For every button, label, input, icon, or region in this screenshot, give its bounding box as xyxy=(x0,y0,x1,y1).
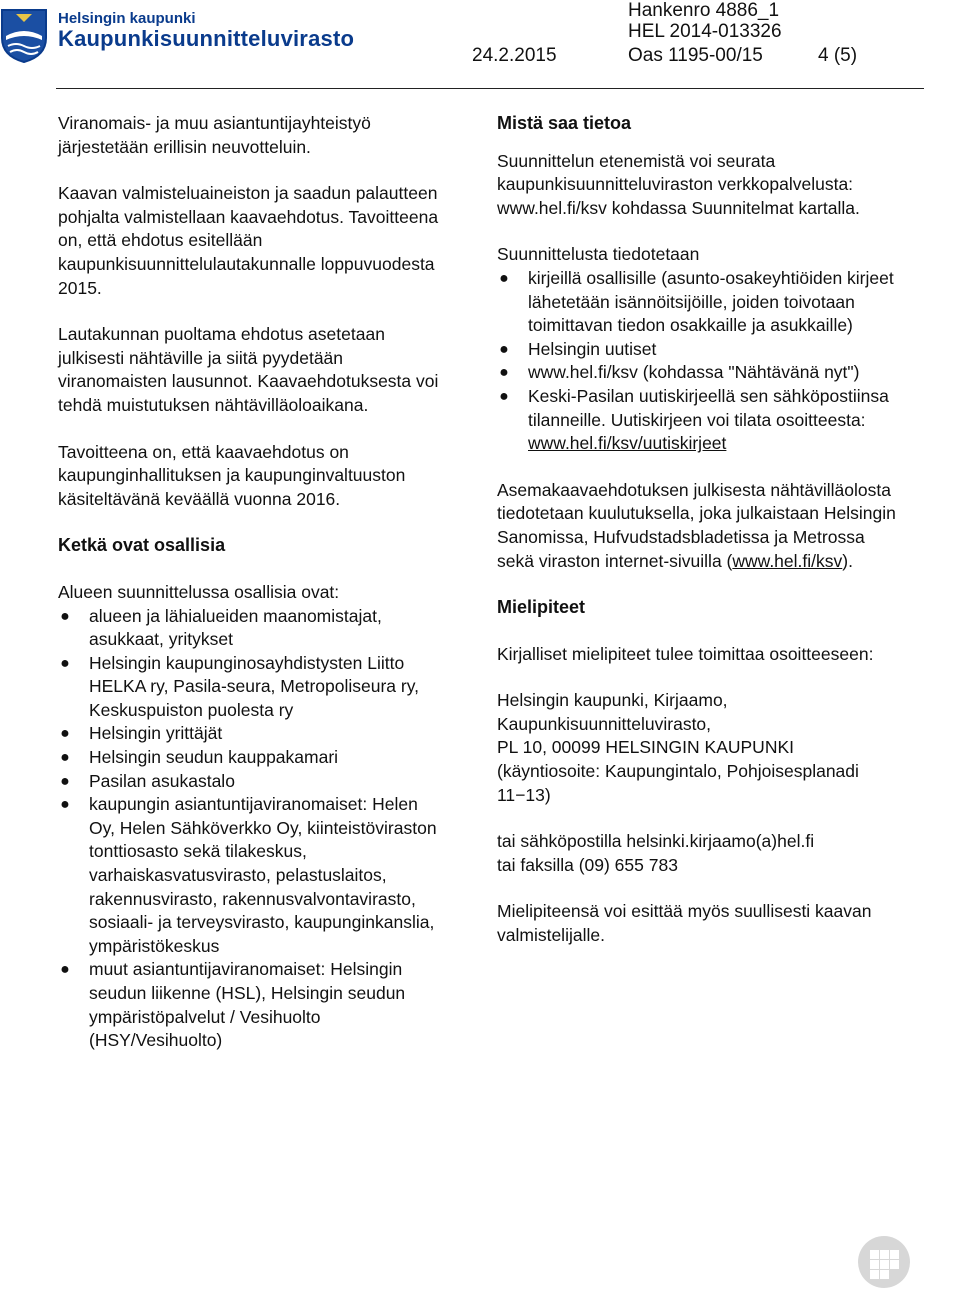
bullet-icon: ● xyxy=(60,796,70,814)
right-column xyxy=(497,112,897,971)
header-divider xyxy=(56,88,924,89)
list-item: ● muut asiantuntijaviranomaiset: Helsingin seudun liikenne (HSL), Helsingin seudun ympäristöpalvelut / Vesihuolto (HSY/Vesihuolto) xyxy=(58,958,448,1052)
list-item: ● Helsingin kaupunginosayhdistysten Liitto HELKA ry, Pasila-seura, Metropoliseura ry, Keskuspuiston puolesta ry xyxy=(58,652,448,723)
informing-intro: Suunnittelusta tiedotetaan xyxy=(497,244,700,265)
heading-stakeholders: Ketkä ovat osallisia xyxy=(58,535,226,556)
list-item: ● Helsingin seudun kauppakamari xyxy=(58,746,448,770)
heading-information: Mistä saa tietoa xyxy=(497,113,632,133)
grid-icon[interactable] xyxy=(858,1236,910,1288)
paragraph-submit-opinions: Kirjalliset mielipiteet tulee toimittaa osoitteeseen: xyxy=(497,643,874,664)
list-item: ● Helsingin uutiset xyxy=(497,338,897,362)
paragraph-follow-planning: Suunnittelun etenemistä voi seurata kaupunkisuunnitteluviraston verkkopalvelusta: www.hel.fi/ksv kohdassa Suunnitelmat kartalla. xyxy=(497,150,860,218)
helsinki-logo xyxy=(0,8,48,64)
bullet-icon: ● xyxy=(60,725,70,743)
postal-address: Helsingin kaupunki, Kirjaamo, Kaupunkisuunnitteluvirasto, PL 10, 00099 HELSINGIN KAUPUNKI (käyntiosoite: Kaupungintalo, Pohjoisesplanadi 11−13) xyxy=(497,690,859,805)
newsletter-link[interactable]: www.hel.fi/ksv/uutiskirjeet xyxy=(528,433,727,454)
bullet-icon: ● xyxy=(499,269,509,287)
list-item: ● www.hel.fi/ksv (kohdassa "Nähtävänä nyt") xyxy=(497,361,897,385)
contact-alternatives: tai sähköpostilla helsinki.kirjaamo(a)hel.fi tai faksilla (09) 655 783 xyxy=(497,831,815,875)
informing-list xyxy=(497,267,897,456)
list-item: ● Pasilan asukastalo xyxy=(58,770,448,794)
org-name: Helsingin kaupunki xyxy=(58,10,196,27)
bullet-icon: ● xyxy=(60,772,70,790)
bullet-icon: ● xyxy=(60,654,70,672)
department-name: Kaupunkisuunnitteluvirasto xyxy=(58,26,355,51)
paragraph-cooperation: Viranomais- ja muu asiantuntijayhteistyö järjestetään erillisin neuvotteluin. xyxy=(58,113,371,157)
list-item: ● alueen ja lähialueiden maanomistajat, asukkaat, yritykset xyxy=(58,605,448,652)
bullet-icon: ● xyxy=(499,340,509,358)
hel-number: HEL 2014-013326 xyxy=(628,21,782,42)
paragraph-draft-preparation: Kaavan valmisteluaineiston ja saadun palautteen pohjalta valmistellaan kaavaehdotus. Tavoitteena on, että ehdotus esitellään kaupunkisuunnittelulautakunnalle loppuvuodesta 2015. xyxy=(58,183,439,298)
list-item: ● kaupungin asiantuntijaviranomaiset: Helen Oy, Helen Sähköverkko Oy, kiinteistöviraston tonttiosasto sekä tilakeskus, varhaiskasvatusvirasto, pelastuslaitos, rakennusvirasto, rakennusvalvontavirasto, sosiaali- ja terveysvirasto, kaupunginkanslia, ympäristökeskus xyxy=(58,793,448,958)
left-column xyxy=(58,112,448,1076)
page-number: 4 (5) xyxy=(818,45,858,66)
heading-opinions: Mielipiteet xyxy=(497,597,586,618)
stakeholders-intro: Alueen suunnittelussa osallisia ovat: xyxy=(58,581,340,602)
list-item: ● Keski-Pasilan uutiskirjeellä sen sähköpostiinsa tilanneille. Uutiskirjeen voi tilata osoitteesta: www.hel.fi/ksv/uutiskirjeet xyxy=(497,385,897,456)
oas-number: Oas 1195-00/15 xyxy=(628,45,763,66)
paragraph-oral-opinions: Mielipiteensä voi esittää myös suullisesti kaavan valmistelijalle. xyxy=(497,901,872,946)
bullet-icon: ● xyxy=(60,749,70,767)
paragraph-schedule: Tavoitteena on, että kaavaehdotus on kaupunginhallituksen ja kaupunginvaltuuston käsiteltävänä keväällä vuonna 2016. xyxy=(58,441,406,509)
bullet-icon: ● xyxy=(499,387,509,405)
stakeholders-list xyxy=(58,605,448,1053)
paragraph-public-display: Lautakunnan puoltama ehdotus asetetaan julkisesti nähtäville ja siitä pyydetään viranomaisten lausunnot. Kaavaehdotuksesta voi tehdä muistutuksen nähtävilläoloaikana. xyxy=(58,324,439,415)
bullet-icon: ● xyxy=(60,961,70,979)
list-item: ● Helsingin yrittäjät xyxy=(58,722,448,746)
bullet-icon: ● xyxy=(60,607,70,625)
document-date: 24.2.2015 xyxy=(472,45,557,66)
hankenro: Hankenro 4886_1 xyxy=(628,0,780,21)
paragraph-announcement: Asemakaavaehdotuksen julkisesta nähtävilläolosta tiedotetaan kuulutuksella, joka julkaistaan Helsingin Sanomissa, Hufvudstadsbladetissa ja Metrossa sekä viraston internet-sivuilla (www.hel.fi/ksv). xyxy=(497,479,896,571)
list-item: ● kirjeillä osallisille (asunto-osakeyhtiöiden kirjeet lähetetään isännöitsijöille, joiden toivotaan toimittavan tiedon osakkaille ja asukkaille) xyxy=(497,267,897,338)
ksv-link[interactable]: www.hel.fi/ksv xyxy=(732,550,843,571)
bullet-icon: ● xyxy=(499,364,509,382)
